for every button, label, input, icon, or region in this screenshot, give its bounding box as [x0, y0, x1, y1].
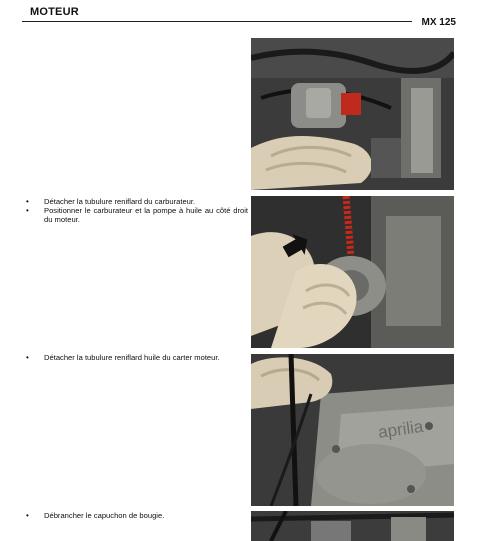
step-1-line-1: • Détacher la tubulure reniflard du carburateur. [26, 197, 196, 206]
step-3 [26, 511, 248, 520]
section-title: MOTEUR [30, 6, 79, 18]
step-1-line-2: • Positionner le carburateur et la pompe à huile au côté droit du moteur. [26, 206, 248, 225]
engine-case-photo [251, 354, 454, 506]
step-2 [26, 353, 248, 362]
step-3-line-1: • Débrancher le capuchon de bougie. [26, 511, 165, 520]
step-1 [26, 197, 248, 225]
model-label: MX 125 [421, 17, 456, 28]
spark-plug-photo [251, 511, 454, 541]
bullet: • [26, 197, 29, 206]
step-2-line-1: • Détacher la tubulure reniflard huile du carter moteur. [26, 353, 220, 362]
bullet: • [26, 353, 29, 362]
bullet: • [26, 511, 29, 520]
header-rule [22, 21, 412, 22]
brand-embossing: aprilia [376, 416, 425, 442]
carburetor-photo [251, 38, 454, 190]
bullet: • [26, 206, 29, 216]
oil-pump-photo [251, 196, 454, 348]
